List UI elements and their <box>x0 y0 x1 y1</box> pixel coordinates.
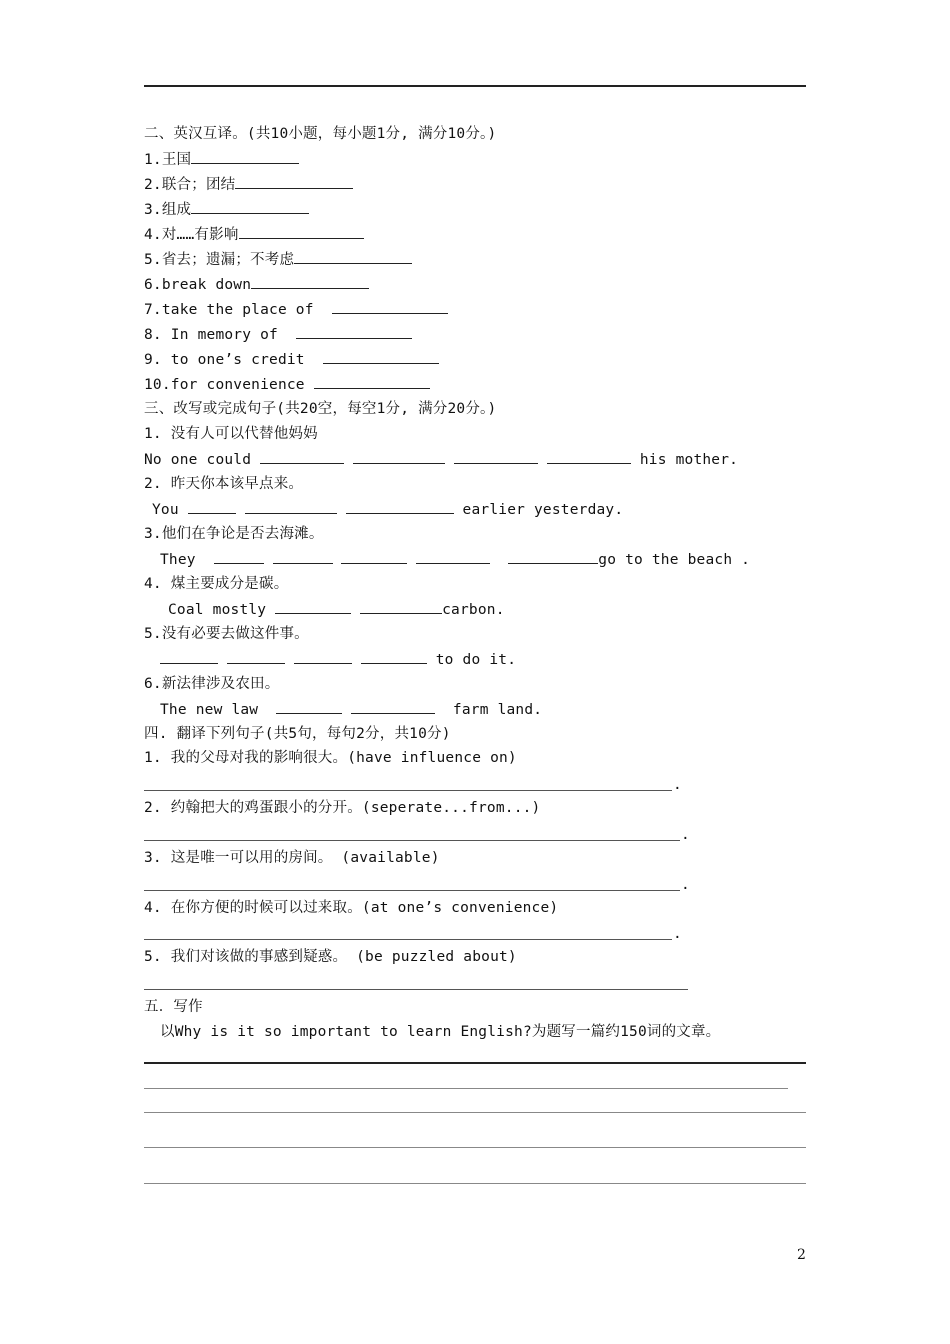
answer-blank[interactable] <box>191 149 299 164</box>
answer-blank[interactable] <box>341 549 407 564</box>
s3-q4-sentence: Coal mostly carbon. <box>168 599 505 620</box>
answer-blank[interactable] <box>188 499 236 514</box>
answer-blank[interactable] <box>454 449 538 464</box>
line-period: . <box>681 827 690 843</box>
answer-blank[interactable] <box>360 599 442 614</box>
answer-blank[interactable] <box>245 499 337 514</box>
answer-blank[interactable] <box>251 274 369 289</box>
answer-blank[interactable] <box>294 249 412 264</box>
answer-blank[interactable] <box>273 549 333 564</box>
answer-blank[interactable] <box>353 449 445 464</box>
writing-line[interactable] <box>144 1088 788 1089</box>
page-number: 2 <box>797 1247 806 1263</box>
s2-item-8: 8. In memory of <box>144 324 412 345</box>
s3-q6-prompt: 6.新法律涉及农田。 <box>144 676 280 692</box>
section4-heading: 四. 翻译下列句子(共5句，每句2分，共10分) <box>144 726 451 742</box>
answer-blank[interactable] <box>294 649 352 664</box>
writing-line[interactable] <box>144 1183 806 1184</box>
answer-blank[interactable] <box>416 549 490 564</box>
answer-blank[interactable] <box>346 499 454 514</box>
answer-blank[interactable] <box>547 449 631 464</box>
answer-blank[interactable] <box>191 199 309 214</box>
s2-item-1: 1.王国 <box>144 149 299 170</box>
writing-line[interactable] <box>144 1147 806 1148</box>
s2-item-2: 2.联合；团结 <box>144 174 353 195</box>
writing-prompt: 以Why is it so important to learn English?为题写一篇约150词的文章。 <box>160 1024 721 1040</box>
s2-item-5: 5.省去；遗漏；不考虑 <box>144 249 412 270</box>
s3-q2-sentence: You earlier yesterday. <box>152 499 623 520</box>
answer-blank[interactable] <box>314 374 430 389</box>
answer-line[interactable] <box>144 790 672 791</box>
top-rule <box>144 85 806 87</box>
s3-q2-prompt: 2. 昨天你本该早点来。 <box>144 476 304 492</box>
s2-item-4: 4.对……有影响 <box>144 224 364 245</box>
answer-blank[interactable] <box>332 299 448 314</box>
line-period: . <box>681 877 690 893</box>
s3-q1-prompt: 1. 没有人可以代替他妈妈 <box>144 426 318 442</box>
s3-q6-sentence: The new law farm land. <box>160 699 542 720</box>
s2-item-10: 10.for convenience <box>144 374 430 395</box>
answer-blank[interactable] <box>275 599 351 614</box>
s2-item-9: 9. to one’s credit <box>144 349 439 370</box>
s4-item-4: 4. 在你方便的时候可以过来取。(at one’s convenience) <box>144 900 559 916</box>
s4-item-1: 1. 我的父母对我的影响很大。(have influence on) <box>144 750 517 766</box>
answer-blank[interactable] <box>508 549 598 564</box>
section5-heading: 五．写作 <box>144 999 203 1015</box>
answer-blank[interactable] <box>214 549 264 564</box>
writing-line[interactable] <box>144 1112 806 1113</box>
answer-blank[interactable] <box>227 649 285 664</box>
line-period: . <box>673 926 682 942</box>
answer-blank[interactable] <box>235 174 353 189</box>
answer-line[interactable] <box>144 840 680 841</box>
s3-q3-prompt: 3.他们在争论是否去海滩。 <box>144 526 324 542</box>
s3-q4-prompt: 4. 煤主要成分是碳。 <box>144 576 289 592</box>
section2-heading: 二、英汉互译。(共10小题，每小题1分, 满分10分。) <box>144 126 497 142</box>
answer-blank[interactable] <box>160 649 218 664</box>
answer-blank[interactable] <box>276 699 342 714</box>
writing-area-top-rule <box>144 1062 806 1064</box>
s4-item-5: 5. 我们对该做的事感到疑惑。 (be puzzled about) <box>144 949 517 965</box>
answer-blank[interactable] <box>239 224 364 239</box>
answer-blank[interactable] <box>296 324 412 339</box>
s2-item-7: 7.take the place of <box>144 299 448 320</box>
answer-line[interactable] <box>144 939 672 940</box>
answer-blank[interactable] <box>260 449 344 464</box>
answer-blank[interactable] <box>361 649 427 664</box>
answer-blank[interactable] <box>323 349 439 364</box>
line-period: . <box>673 777 682 793</box>
s2-item-6: 6.break down <box>144 274 369 295</box>
s3-q5-prompt: 5.没有必要去做这件事。 <box>144 626 309 642</box>
s4-item-3: 3. 这是唯一可以用的房间。 (available) <box>144 850 440 866</box>
answer-blank[interactable] <box>351 699 435 714</box>
section3-heading: 三、改写或完成句子(共20空，每空1分, 满分20分。) <box>144 401 497 417</box>
s3-q1-sentence: No one could his mother. <box>144 449 738 470</box>
answer-line[interactable] <box>144 890 680 891</box>
s4-item-2: 2. 约翰把大的鸡蛋跟小的分开。(seperate...from...) <box>144 800 541 816</box>
answer-line[interactable] <box>144 989 688 990</box>
s2-item-3: 3.组成 <box>144 199 309 220</box>
s3-q3-sentence: They go to the beach . <box>160 549 750 570</box>
s3-q5-sentence: to do it. <box>160 649 516 670</box>
